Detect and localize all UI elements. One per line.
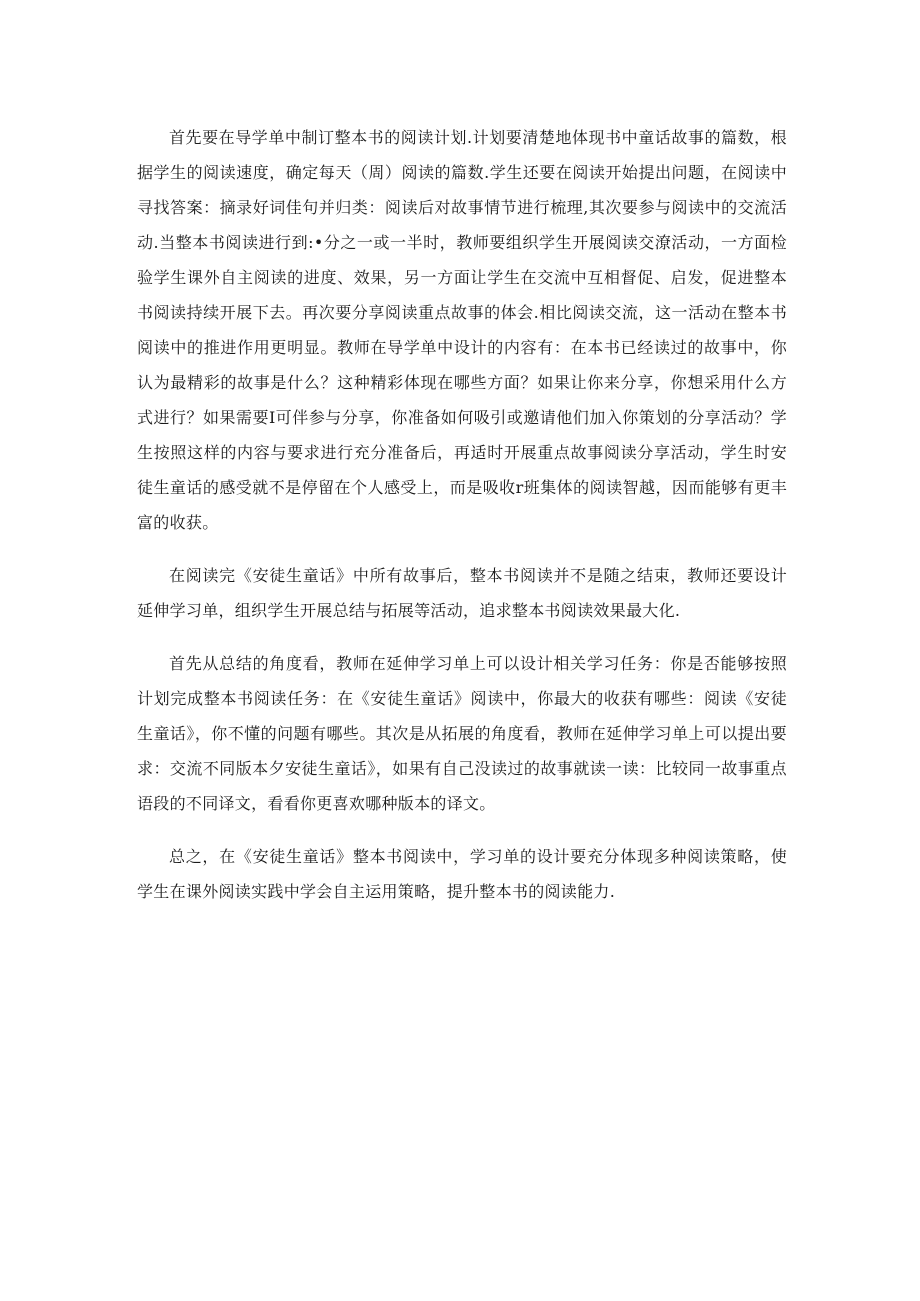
paragraph-reading-plan: 首先要在导学单中制订整本书的阅读计划.计划要清楚地体现书中童话故事的篇数，根据学生的阅读速度，确定每天（周）阅读的篇数.学生还要在阅读开始提出问题，在阅读中寻找答案：摘录好词佳句并归类：阅读后对故事情节进行梳理,其次要参与阅读中的交流活动.当整本书阅读进行到:•分之一或一半时，教师要组织学生开展阅读交潦活动，一方面检验学生课外自主阅读的进度、效果，另一方面让学生在交流中互相督促、启发，促进整本书阅读持续开展下去。再次要分享阅读重点故事的体会.相比阅读交流，这一活动在整本书阅读中的推进作用更明显。教师在导学单中设计的内容有：在本书已经读过的故事中，你认为最精彩的故事是什么？这种精彩体现在哪些方面？如果让你来分享，你想采用什么方式进行？如果需要I可伴参与分享，你准备如何吸引或邀请他们加入你策划的分享活动？学生按照这样的内容与要求进行充分准备后，再适时开展重点故事阅读分享活动，学生时安徒生童话的感受就不是停留在个人感受上，而是吸收r班集体的阅读智越，因而能够有更丰富的收获。 (137, 128, 787, 532)
paragraph-summary-and-expansion: 首先从总结的角度看，教师在延伸学习单上可以设计相关学习任务：你是否能够按照计划完成整本书阅读任务：在《安徒生童话》阅读中，你最大的收获有哪些：阅读《安徒生童话》，你不懂的问题有哪些。其次是从拓展的角度看，教师在延伸学习单上可以提出要求：交流不同版本夕安徒生童话》，如果有自己没读过的故事就读一读：比较同一故事重点语段的不同译文，看看你更喜欢哪种版本的译文。 (137, 654, 787, 813)
paragraph-conclusion: 总之，在《安徒生童话》整本书阅读中，学习单的设计要充分体现多种阅读策略，使学生在课外阅读实践中学会自主运用策略，提升整本书的阅读能力. (137, 847, 787, 901)
paragraph-extension-worksheet: 在阅读完《安徒生童话》中所有故事后，整本书阅读并不是随之结束，教师还要设计延伸学习单，组织学生开展总结与拓展等活动，追求整本书阅读效果最大化. (137, 566, 787, 620)
document-body (137, 120, 787, 927)
